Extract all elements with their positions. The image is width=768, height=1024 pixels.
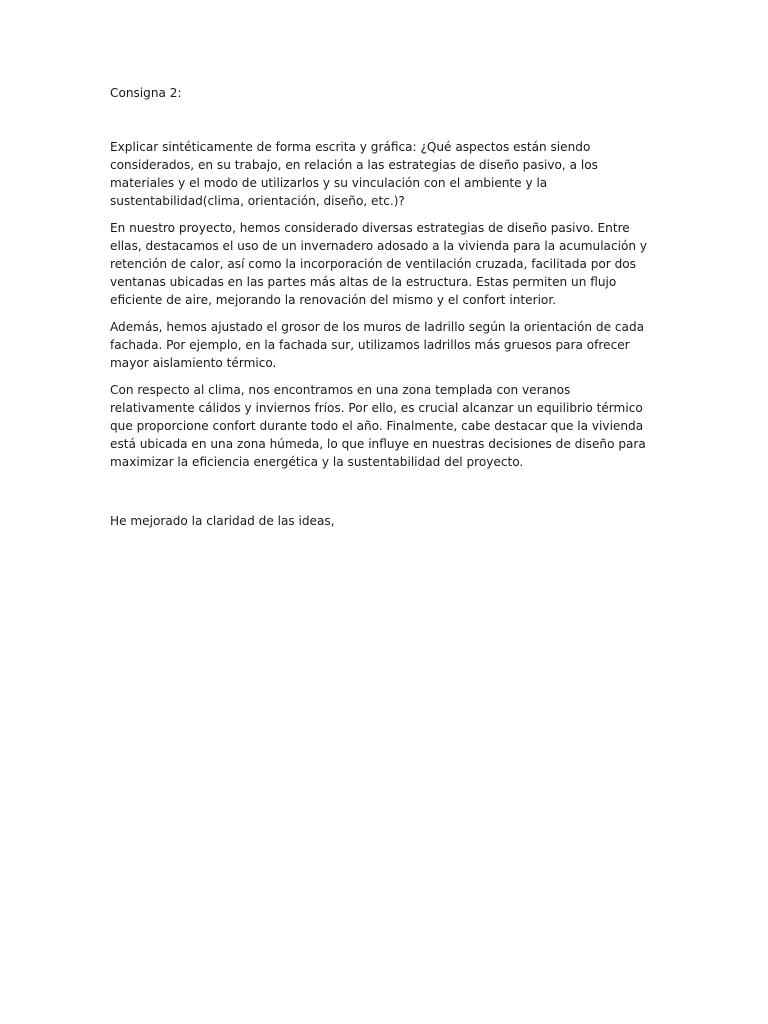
closing-note: He mejorado la claridad de las ideas, xyxy=(110,514,335,528)
answer-paragraph-walls: Además, hemos ajustado el grosor de los muros de ladrillo según la orientación de cada fachada. Por ejemplo, en la fachada sur, utilizamos ladrillos más gruesos para ofrecer mayor aislamiento térmico. xyxy=(110,320,645,370)
spacer xyxy=(110,480,655,512)
spacer xyxy=(110,104,655,138)
answer-paragraph-passive-strategies: En nuestro proyecto, hemos considerado diversas estrategias de diseño pasivo. Entre ellas, destacamos el uso de un invernadero adosado a la vivienda para la acumulación y retención de calor, así como la incorporación de ventilación cruzada, facilitada por dos ventanas ubicadas en las partes más altas de la estructura. Estas permiten un flujo eficiente de aire, mejorando la renovación del mismo y el confort interior. xyxy=(110,221,648,307)
answer-paragraph-climate: Con respecto al clima, nos encontramos en una zona templada con veranos relativamente cálidos y inviernos fríos. Por ello, es crucial alcanzar un equilibrio térmico que proporcione confort durante todo el año. Finalmente, cabe destacar que la vivienda está ubicada en una zona húmeda, lo que influye en nuestras decisiones de diseño para maximizar la eficiencia energética y la sustentabilidad del proyecto. xyxy=(110,383,646,469)
assignment-heading: Consigna 2: xyxy=(110,86,182,100)
document-body xyxy=(110,84,655,530)
assignment-question: Explicar sintéticamente de forma escrita y gráfica: ¿Qué aspectos están siendo considerados, en su trabajo, en relación a las estrategias de diseño pasivo, a los materiales y el modo de utilizarlos y su vinculación con el ambiente y la sustentabilidad(clima, orientación, diseño, etc.)? xyxy=(110,140,598,208)
